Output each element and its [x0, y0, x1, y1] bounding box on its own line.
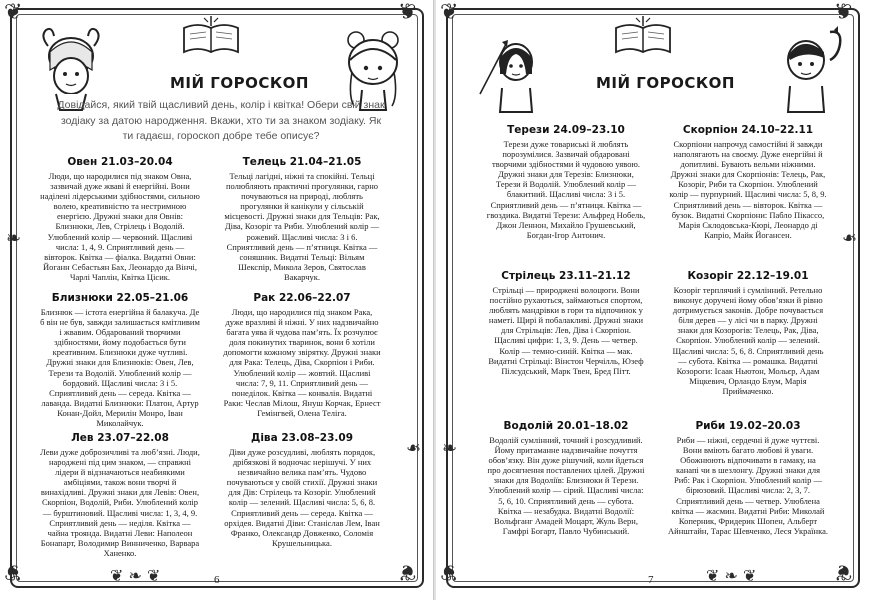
sign-description: Люди, що народилися під знаком Рака, дуже вразливі й ніжні. У них надзвичайно багата уява й чудова пам’ять. Їх розчулює доля покинутих тваринок, вони б хотіли допомогти кожному звірятку. Дружні знаки для Рака: Телець, Діва, Скорпіон і Риби. Улюблений колір — жовтий. Щасливі числа: 7, 9, 11. Сприятливий день — понеділок. Квітка — конвалія. Видатні Раки: Чеслав Мілош, Януш Корчак, Ернест Гемінгвей, Олена Теліга.	[223, 307, 381, 418]
sign-description: Скорпіони напрочуд самостійні й завжди наполягають на своєму. Дуже енергійні й допитливі. Бувають вельми ніжними. Дружні знаки для Скорпіонів: Телець, Рак, Козоріг, Риби та Скорпіон. Улюблений колір — пурпурний. Щасливі числа: 5, 8, 9. Сприятливий день — вівторок. Квітка — бузок. Видатні Скорпіони: Пабло Пікассо, Марія Склодовська-Кюрі, Леонардо ді Капріо, Майк Йогансен.	[669, 139, 827, 240]
sign-block-capricorn	[668, 270, 828, 396]
left-page	[0, 0, 434, 600]
side-vine-icon: ❧	[406, 438, 422, 459]
sign-description: Стрільці — природжені волоцюги. Вони постійно рухаються, займаються спортом, люблять мандрівки в гори та відпочинок у наметі. Щирі й побалакливі. Дружні знаки для Стрільців: Лев, Діва і Скорпіон. Щасливі цифри: 1, 3, 9. День — четвер. Колір — темно-синій. Квітка — мак. Видатні Стрільці: Вінстон Черчілль, Юзеф Пілсудський, Марк Твен, Бред Пітт.	[488, 285, 644, 376]
sign-block-libra	[486, 124, 646, 240]
sign-block-pisces	[668, 420, 828, 536]
sign-description: Козоріг терплячий і сумлінний. Ретельно виконує доручені йому обов’язки й рівно дотримується законів. Добре почувається біля дерев — у лісі чи в парку. Дружні знаки для Козорогів: Телець, Рак, Діва, Скорпіон. Улюблений колір — зелений. Щасливі числа: 5, 6, 8. Сприятливий день — субота. Квітка — ромашка. Видатні Козороги: Ісаак Ньютон, Мольєр, Адам Міцкевич, Орландо Блум, Марія Приймаченко.	[672, 285, 824, 396]
side-vine-icon: ❧	[6, 228, 22, 249]
sign-description: Терези дуже товариські й люблять порозумілися. Зазвичай обдаровані творчими здібностями й чудовою уявою. Дружні знаки для Терезів: Близнюки, Терези й Водолій. Улюблений колір — блакитний. Щасливі числа: 3 і 5. Сприятливий день — п’ятниця. Квітка — гвоздика. Видатні Терези: Альфред Нобель, Джон Леннон, Михайло Грушевський, Богдан-Ігор Антонич.	[486, 139, 646, 240]
page-number: 7	[648, 574, 654, 586]
corner-vine-icon: ❦	[398, 559, 417, 584]
corner-vine-icon: ❦	[4, 0, 23, 25]
sign-block-taurus	[222, 156, 382, 282]
sign-title: Лев 23.07–22.08	[71, 432, 169, 444]
corner-vine-icon: ❦	[440, 0, 459, 25]
page-title: МІЙ ГОРОСКОП	[596, 74, 735, 92]
sign-title: Водолій 20.01–18.02	[503, 420, 629, 432]
sign-title: Діва 23.08–23.09	[250, 432, 353, 444]
sagittarius-character-icon	[476, 34, 546, 114]
corner-vine-icon: ❦	[4, 559, 23, 584]
sign-block-sagittarius	[486, 270, 646, 376]
sign-title: Риби 19.02–20.03	[695, 420, 801, 432]
sign-block-leo	[40, 432, 200, 558]
bottom-vine-icon: ❦ ❧ ❦	[110, 566, 161, 585]
sign-block-gemini	[40, 292, 200, 428]
sign-description: Діви дуже розсудливі, люблять порядок, дрібязкові й водночас нерішучі. У них незвичайно велика пам’ять. Чудово почуваються у своїй стихії. Дружні знаки для Дів: Стрілець та Козоріг. Улюблений колір — зелений. Щасливі числа: 5, 6, 8. Сприятливий день — середа. Квітка — орхідея. Видатні Діви: Станіслав Лем, Іван Франко, Олександр Довженко, Соломія Крушельницька.	[224, 447, 380, 548]
sign-block-virgo	[222, 432, 382, 548]
sign-title: Телець 21.04–21.05	[242, 156, 362, 168]
sign-block-scorpio	[668, 124, 828, 240]
sign-title: Терези 24.09–23.10	[507, 124, 625, 136]
page-title: МІЙ ГОРОСКОП	[170, 74, 309, 92]
corner-vine-icon: ❦	[834, 0, 853, 25]
open-book-icon	[612, 14, 674, 58]
open-book-icon	[180, 14, 242, 58]
sign-title: Рак 22.06–22.07	[253, 292, 351, 304]
sign-description: Леви дуже доброзичливі та люб’язні. Люди, народжені під цим знаком, — справжні лідери й відзначаються неабиякими амбіціями, також вони творчі й винахідливі. Дружні знаки для Левів: Овен, Скорпіон, Водолій, Риби. Улюблений колір — бурштиновий. Щасливі числа: 1, 3, 4, 9. Сприятливий день — неділя. Квітка — чайна троянда. Видатні Леви: Наполеон Бонапарт, Володимир Винниченко, Варвара Ханенко.	[40, 447, 200, 558]
intro-text: Довідайся, який твій щасливий день, колір і квітка! Обери свій знак зодіаку за датою народження. Вкажи, хто ти за знаком зодіаку. Як ти гадаєш, гороскоп добре тебе описує?	[57, 99, 385, 142]
sign-block-cancer	[222, 292, 382, 418]
corner-vine-icon: ❦	[834, 559, 853, 584]
scorpio-character-icon	[772, 26, 844, 116]
sign-description: Близнюк — істота енергійна й балакуча. Де б він не був, завжди залишається кмітливим і жвавим. Обдарований творчими здібностями, йому подобається бути креативним. Близнюки дуже чутливі. Дружні знаки для Близнюків: Овен, Лев, Терези та Водолій. Улюблений колір — бордовий. Щасливі числа: 3 і 5. Сприятливий день — середа. Квітка — лаванда. Видатні Близнюки: Платон, Артур Конан-Дойл, Мерилін Монро, Іван Миколайчук.	[40, 307, 200, 429]
corner-vine-icon: ❦	[398, 0, 417, 25]
sign-description: Риби — ніжні, сердечні й дуже чуттєві. Вони вміють багато любові й уваги. Обожнюють відпочивати в гамаку, на канапі чи в шезлонгу. Дружні знаки для Риб: Рак і Скорпіон. Улюблений колір — бірюзовий. Щасливі числа: 2, 3, 7. Сприятливий день — четвер. Улюблена квітка — жасмин. Видатні Риби: Миколай Коперник, Фридерик Шопен, Альберт Айнштайн, Тарас Шевченко, Леся Українка.	[668, 435, 828, 536]
side-vine-icon: ❧	[842, 228, 858, 249]
right-page	[436, 0, 870, 600]
sign-description: Тельці лагідні, ніжні та спокійні. Тельці полюбляють практичні прогулянки, гарно почуваються на природі, люблять прогулянки й канікули у сільській місцевості. Дружні знаки для Тельців: Рак, Діва, Козоріг та Риби. Улюблений колір — рожевий. Щасливі числа: 3 і 6. Сприятливий день — п’ятниця. Квітка — соняшник. Видатні Тельці: Вільям Шекспір, Микола Зеров, Святослав Вакарчук.	[224, 171, 380, 282]
corner-vine-icon: ❦	[440, 559, 459, 584]
sign-title: Козоріг 22.12–19.01	[687, 270, 809, 282]
side-vine-icon: ❧	[442, 438, 458, 459]
page-number: 6	[214, 574, 220, 586]
sign-description: Водолій сумлінний, точний і розсудливий. Йому притаманне надзвичайне почуття обов’язку. Він дуже рішучий, коли йдеться про досягнення поставлених цілей. Дружні знаки для Водоліїв: Близнюки й Терези. Улюблений колір — сірий. Щасливі числа: 5, 6, 10. Сприятливий день — субота. Квітка — незабудка. Видатні Водолії: Вольфганг Амадей Моцарт, Жуль Верн, Гамфрі Богарт, Павло Чубинський.	[487, 435, 645, 536]
sign-title: Овен 21.03–20.04	[67, 156, 173, 168]
sign-title: Скорпіон 24.10–22.11	[682, 124, 814, 136]
sign-title: Близнюки 22.05–21.06	[51, 292, 189, 304]
sign-block-aquarius	[486, 420, 646, 536]
sign-description: Люди, що народилися під знаком Овна, зазвичай дуже жваві й енергійні. Вони наділені лідерськими здібностями, сильною волею, креативністю та нестримною енергією. Дружні знаки для Овнів: Близнюки, Лев, Стрілець і Водолій. Улюблений колір — червоний. Щасливі числа: 1, 4, 9. Сприятливий день — вівторок. Квітка — фіалка. Видатні Овни: Йоганн Себастьян Бах, Леонардо да Вінчі, Чарлі Чаплін, Квітка Цісик.	[40, 171, 200, 282]
bottom-vine-icon: ❦ ❧ ❦	[706, 566, 757, 585]
sign-title: Стрілець 23.11–21.12	[501, 270, 631, 282]
sign-block-aries	[40, 156, 200, 282]
